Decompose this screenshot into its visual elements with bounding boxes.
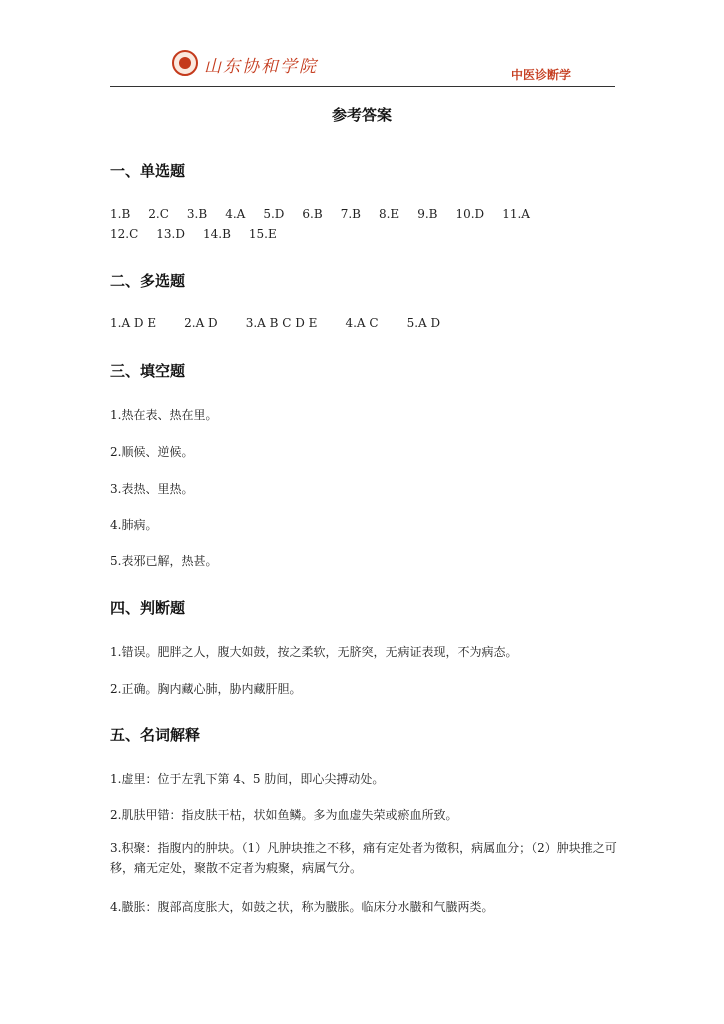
answer-item: 6.B [302,207,323,221]
fill-blank-answer-2: 2.顺候、逆候。 [110,445,194,459]
fill-blank-answer-1: 1.热在表、热在里。 [110,408,218,422]
answer-item: 7.B [340,207,361,221]
school-seal-icon [172,50,198,76]
answer-item: 2.A D [184,316,218,330]
answer-item: 14.B [202,227,231,241]
answer-item: 4.A [225,207,246,221]
answer-item: 10.D [455,207,485,221]
section-heading-true-false: 四、判断题 [110,599,186,617]
multiple-choice-answers [110,316,440,330]
answer-item: 3.B [186,207,208,221]
answer-item: 12.C [110,227,139,241]
single-choice-answers-line-2 [110,227,277,241]
answer-item: 13.D [156,227,185,241]
section-heading-fill-blank: 三、填空题 [110,362,186,380]
section-heading-multiple-choice: 二、多选题 [110,272,186,290]
term-definition-3: 3.积聚：指腹内的肿块。（1）凡肿块推之不移，痛有定处者为徵积，病属血分；（2）肿块推之可移，痛无定处，聚散不定者为瘕聚，病属气分。 [110,841,617,875]
single-choice-answers-line-1 [110,207,530,221]
answer-item: 2.C [148,207,169,221]
fill-blank-answer-4: 4.肺病。 [110,518,158,532]
true-false-answer-1: 1.错误。肥胖之人，腹大如鼓，按之柔软，无脐突，无病证表现，不为病态。 [110,645,518,659]
true-false-answer-2: 2.正确。胸内藏心肺，胁内藏肝胆。 [110,682,302,696]
page-header [110,46,615,87]
answer-item: 1.B [110,207,131,221]
term-definition-1: 1.虚里：位于左乳下第 4、5 肋间，即心尖搏动处。 [110,772,385,786]
answer-item: 11.A [502,207,530,221]
fill-blank-answer-3: 3.表热、里热。 [110,482,194,496]
school-name: 山东协和学院 [204,57,318,77]
fill-blank-answer-5: 5.表邪已解，热甚。 [110,554,218,568]
course-name: 中医诊断学 [510,68,571,82]
answer-item: 3.A B C D E [245,316,318,330]
document-title: 参考答案 [331,106,392,124]
answer-item: 1.A D E [110,316,157,330]
section-heading-term-definitions: 五、名词解释 [110,726,201,744]
answer-item: 8.E [378,207,400,221]
term-definition-4: 4.臌胀：腹部高度胀大，如鼓之状，称为臌胀。临床分水臌和气臌两类。 [110,900,494,914]
answer-item: 4.A C [345,316,379,330]
answer-item: 5.A D [406,316,441,330]
answer-item: 9.B [417,207,438,221]
term-definition-2: 2.肌肤甲错：指皮肤干枯，状如鱼鳞。多为血虚失荣或瘀血所致。 [110,808,458,822]
answer-item: 5.D [263,207,285,221]
school-logo [172,50,372,82]
answer-item: 15.E [248,227,277,241]
section-heading-single-choice: 一、单选题 [110,162,186,180]
